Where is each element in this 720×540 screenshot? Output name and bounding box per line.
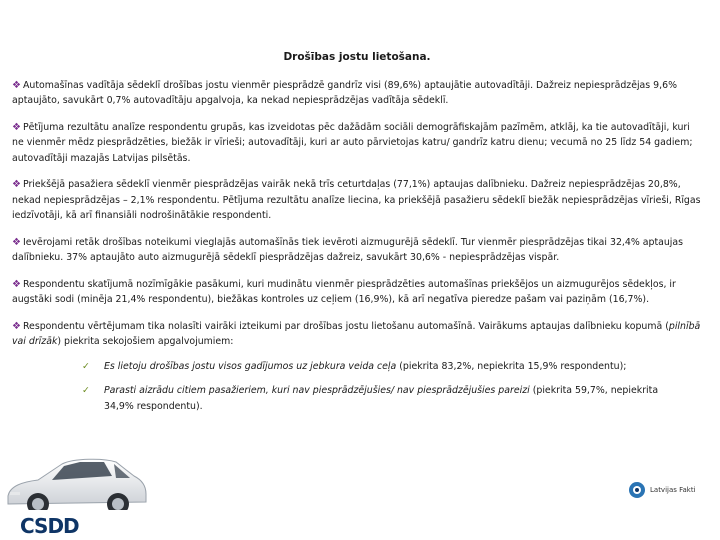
latvijas-fakti-text: Latvijas Fakti (650, 486, 696, 494)
paragraph-3 (12, 177, 702, 224)
diamond-bullet-icon: ❖ (12, 320, 21, 332)
statement-result: (piekrita 83,2%, nepiekrita 15,9% respondentu); (396, 360, 627, 372)
paragraph-text: Pētījuma rezultātu analīze respondentu grupās, kas izveidotas pēc dažādām sociāli demogrāfiskajām pazīmēm, atklāj, ka tie autovadītāji, kuri ne vienmēr mēdz piesprādzēties, biežāk ir vīrieši; autovadītāji, kuri ar auto pārvietojas katru/ gandrīz katru dienu; vecumā no 25 līdz 54 gadiem; autovadītāji mazajās Latvijas pilsētās. (12, 121, 693, 164)
paragraph-lead-emphasis: pilnībā vai drīzāk (12, 320, 701, 347)
slide-title: Drošības jostu lietošana. (283, 51, 431, 63)
diamond-bullet-icon: ❖ (12, 79, 21, 91)
latvijas-fakti-logo (628, 480, 714, 500)
statement-result: (piekrita 59,7%, nepiekrita 34,9% respondentu). (104, 385, 659, 412)
statement-emphasis: Parasti aizrādu citiem pasažieriem, kuri nav piesprādzējušies/ nav piesprādzējušies pareizi (104, 385, 530, 396)
paragraph-4 (12, 235, 702, 266)
checkmark-icon: ✓ (82, 360, 90, 372)
paragraph-lead: Respondentu vērtējumam tika nolasīti vairāki izteikumi par drošības jostu lietošanu automašīnā. Vairākums aptaujas dalībnieku kopumā ( (22, 320, 669, 332)
footer-bar (0, 510, 720, 540)
diamond-bullet-icon: ❖ (12, 278, 21, 290)
diamond-bullet-icon: ❖ (12, 236, 21, 248)
diamond-bullet-icon: ❖ (12, 121, 21, 133)
statement-text (104, 383, 702, 414)
statement-emphasis: Es lietoju drošības jostu visos gadījumos uz jebkura veida ceļa (104, 360, 397, 372)
paragraph-2 (12, 120, 702, 167)
paragraph-lead-tail: ) piekrita sekojošiem apgalvojumiem: (57, 336, 234, 347)
statement-text (104, 359, 702, 375)
paragraph-5 (12, 277, 702, 308)
latvijas-fakti-emblem-icon (628, 481, 646, 499)
paragraph-text: Priekšējā pasažiera sēdeklī vienmēr piesprādzējas vairāk nekā trīs ceturtdaļas (77,1%) aptaujas dalībnieku. Dažreiz nepiesprādzējas 20,8%, nekad nepiesprādzējas – 2,1% respondentu. Pētījuma rezultātu analīze liecina, ka priekšējā pasažieru sēdeklī biežāk nepiesprādzējas vīrieši, Rīgas iedzīvotāji, kā arī finansiāli nodrošinātākie respondenti. (12, 179, 701, 221)
paragraph-text: Automašīnas vadītāja sēdeklī drošības jostu vienmēr piesprādzē gandrīz visi (89,6%) aptaujātie autovadītāji. Dažreiz nepiesprādzējas 9,6% aptaujāto, savukārt 0,7% autovadītāju apgalvoja, ka nekad nepiesprādzējas vadītāja sēdeklī. (12, 79, 677, 106)
list-item (12, 359, 702, 375)
statement-list (12, 359, 702, 415)
csdd-logo (20, 514, 90, 538)
paragraph-text: Ievērojami retāk drošības noteikumi vieglajās automašīnās tiek ievēroti aizmugurējā sēdeklī. Tur vienmēr piesprādzējas tikai 32,4% aptaujas dalībnieku. 37% aptaujāto auto aizmugurējā sēdeklī piesprādzējas dažreiz, savukārt 30,6% - nepiesprādzējas vispār. (12, 236, 684, 263)
paragraph-6 (12, 319, 702, 350)
diamond-bullet-icon: ❖ (12, 179, 21, 190)
paragraph-text: Respondentu skatījumā nozīmīgākie pasākumi, kuri mudinātu vienmēr piesprādzēties automašīnas priekšējos un aizmugurējos sēdekļos, ir augstāki sodi (minēja 21,4% respondentu), biežākas kontroles uz ceļiem (16,9%), kā arī negatīva pieredze pašam vai paziņām (16,7%). (12, 278, 676, 305)
csdd-logo-text: CSDD (20, 514, 79, 538)
list-item (12, 383, 702, 414)
paragraph-1 (12, 78, 702, 109)
checkmark-icon: ✓ (82, 385, 90, 396)
slide-content (12, 50, 702, 423)
